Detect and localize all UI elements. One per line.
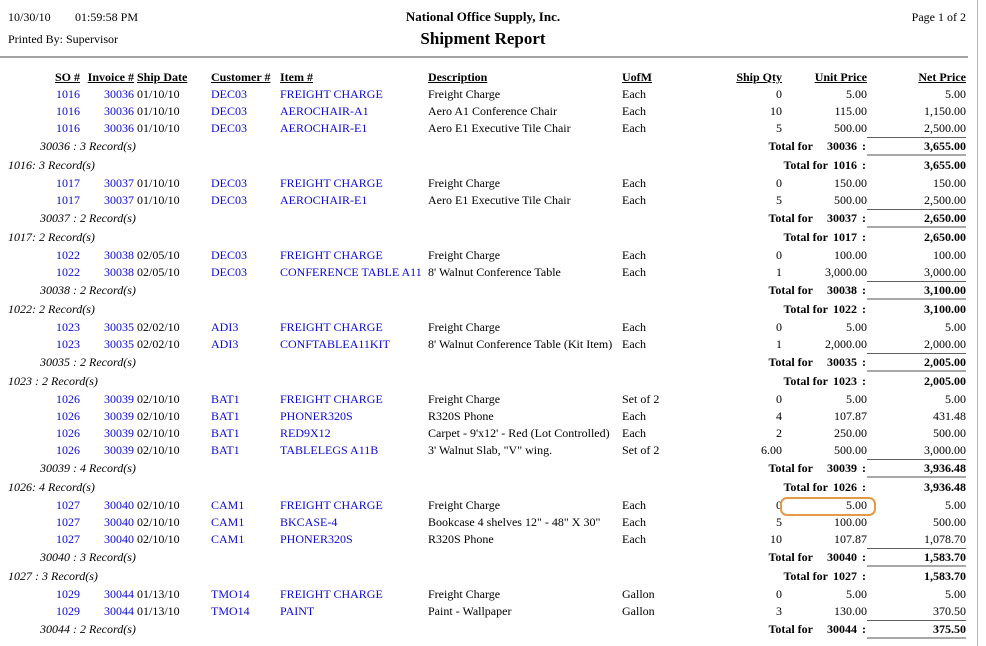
page-indicator: Page 1 of 2 [911,10,966,24]
ship-qty: 6.00 [761,443,782,457]
total-value: 3,936.48 [924,480,966,494]
report-table [0,70,966,639]
item-link[interactable]: FREIGHT CHARGE [280,87,383,101]
so-link[interactable]: 1022 [56,248,80,262]
table-row [0,86,966,103]
ship-qty: 2 [776,426,782,440]
record-count-label: 30036 : 3 Record(s) [40,139,136,153]
ship-qty: 0 [776,498,782,512]
record-count-label: 30038 : 2 Record(s) [40,283,136,297]
table-row [0,586,966,603]
table-row [0,319,966,336]
group-total-row [0,548,966,567]
table-row [0,336,966,353]
ship-date: 01/13/10 [137,604,180,618]
invoice-link[interactable]: 30037 [104,193,134,207]
so-link[interactable]: 1016 [56,87,80,101]
description: Freight Charge [428,587,501,601]
ship-date: 01/13/10 [137,587,180,601]
net-price: 5.00 [945,587,966,601]
table-row [0,442,966,459]
group-total-row [0,281,966,300]
uofm: Set of 2 [622,443,660,457]
description: Aero E1 Executive Tile Chair [428,193,571,207]
description: R320S Phone [428,409,494,423]
description: Freight Charge [428,248,501,262]
so-link[interactable]: 1022 [56,265,80,279]
ship-date: 01/10/10 [137,121,180,135]
customer-link[interactable]: DEC03 [211,176,247,190]
total-value: 2,005.00 [924,374,966,388]
record-count-label: 1022: 2 Record(s) [8,302,95,316]
net-price: 370.50 [933,604,966,618]
net-price: 3,000.00 [924,443,966,457]
table-row [0,603,966,620]
total-label: Total for 1027 : [783,569,866,583]
customer-link[interactable]: CAM1 [211,515,245,529]
item-link[interactable]: FREIGHT CHARGE [280,176,383,190]
description: Freight Charge [428,392,501,406]
item-link[interactable]: AEROCHAIR-E1 [280,121,368,135]
item-link[interactable]: TABLELEGS A11B [280,443,379,457]
page-edge-line [977,0,978,646]
so-link[interactable]: 1017 [56,176,80,190]
unit-price: 115.00 [834,104,867,118]
description: Freight Charge [428,320,501,334]
ship-date: 02/05/10 [137,248,180,262]
total-value: 3,655.00 [867,137,966,156]
description: R320S Phone [428,532,494,546]
record-count-label: 30040 : 3 Record(s) [40,550,136,564]
group-total-row [0,137,966,156]
ship-qty: 0 [776,87,782,101]
unit-price: 3,000.00 [825,265,867,279]
ship-qty: 0 [776,176,782,190]
group-total-row [0,567,966,586]
description: Freight Charge [428,87,501,101]
unit-price: 2,000.00 [825,337,867,351]
total-value: 3,100.00 [867,281,966,300]
unit-price: 100.00 [834,248,867,262]
total-value: 375.50 [867,620,966,639]
column-header-item: Item # [280,70,313,84]
ship-date: 02/05/10 [137,265,180,279]
invoice-link[interactable]: 30044 [104,587,134,601]
group-total-row [0,372,966,391]
unit-price: 130.00 [834,604,867,618]
net-price: 500.00 [933,515,966,529]
customer-link[interactable]: ADI3 [211,320,239,334]
total-label: Total for 1022 : [783,302,866,316]
total-value: 3,936.48 [867,459,966,478]
report-title: Shipment Report [420,29,546,48]
invoice-link[interactable]: 30040 [104,532,134,546]
total-value: 3,100.00 [924,302,966,316]
net-price: 1,078.70 [924,532,966,546]
column-header-shipqty: Ship Qty [736,70,782,84]
uofm: Each [622,121,646,135]
customer-link[interactable]: TMO14 [211,587,250,601]
invoice-link[interactable]: 30036 [104,87,134,101]
total-label: Total for 1016 : [783,158,866,172]
so-link[interactable]: 1023 [56,337,80,351]
column-header-invoice: Invoice # [87,70,134,84]
total-label: Total for 30044 : [768,622,866,636]
record-count-label: 30037 : 2 Record(s) [40,211,136,225]
group-total-row [0,459,966,478]
print-time: 01:59:58 PM [75,10,139,24]
ship-date: 02/10/10 [137,443,180,457]
ship-qty: 1 [776,265,782,279]
customer-link[interactable]: DEC03 [211,193,247,207]
unit-price: 5.00 [846,87,867,101]
ship-date: 01/10/10 [137,176,180,190]
item-link[interactable]: FREIGHT CHARGE [280,320,383,334]
customer-link[interactable]: DEC03 [211,104,247,118]
uofm: Each [622,320,646,334]
uofm: Each [622,337,646,351]
description: Freight Charge [428,176,501,190]
ship-date: 02/10/10 [137,532,180,546]
item-link[interactable]: FREIGHT CHARGE [280,587,383,601]
group-total-row [0,620,966,639]
ship-qty: 5 [776,193,782,207]
unit-price: 5.00 [846,587,867,601]
ship-qty: 0 [776,248,782,262]
customer-link[interactable]: ADI3 [211,337,239,351]
invoice-link[interactable]: 30035 [104,320,134,334]
net-price: 2,500.00 [924,121,966,135]
description: 8' Walnut Conference Table (Kit Item) [428,337,613,351]
table-row [0,175,966,192]
unit-price: 150.00 [834,176,867,190]
item-link[interactable]: RED9X12 [280,426,331,440]
invoice-link[interactable]: 30039 [104,392,134,406]
invoice-link[interactable]: 30044 [104,604,134,618]
total-value: 3,655.00 [924,158,966,172]
ship-qty: 0 [776,320,782,334]
table-row [0,514,966,531]
ship-qty: 1 [776,337,782,351]
group-total-row [0,300,966,319]
ship-date: 02/10/10 [137,409,180,423]
description: Paint - Wallpaper [428,604,512,618]
unit-price: 500.00 [834,443,867,457]
net-price: 100.00 [933,248,966,262]
total-label: Total for 30036 : [768,139,866,153]
net-price: 150.00 [933,176,966,190]
ship-date: 02/02/10 [137,320,180,334]
uofm: Each [622,498,646,512]
unit-price: 100.00 [834,515,867,529]
column-header-row [0,70,966,86]
invoice-link[interactable]: 30038 [104,265,134,279]
total-value: 2,650.00 [867,209,966,228]
ship-qty: 0 [776,392,782,406]
table-row [0,264,966,281]
ship-date: 02/10/10 [137,426,180,440]
uofm: Each [622,193,646,207]
total-label: Total for 30035 : [768,355,866,369]
table-row [0,408,966,425]
so-link[interactable]: 1023 [56,320,80,334]
invoice-link[interactable]: 30038 [104,248,134,262]
group-total-row [0,156,966,175]
uofm: Gallon [622,587,655,601]
description: Freight Charge [428,498,501,512]
ship-date: 01/10/10 [137,87,180,101]
item-link[interactable]: PHONER320S [280,532,353,546]
group-total-row [0,353,966,372]
total-label: Total for 30039 : [768,461,866,475]
group-total-row [0,228,966,247]
column-header-description: Description [428,70,488,84]
item-link[interactable]: PHONER320S [280,409,353,423]
item-link[interactable]: FREIGHT CHARGE [280,392,383,406]
customer-link[interactable]: BAT1 [211,409,240,423]
customer-link[interactable]: TMO14 [211,604,250,618]
unit-price: 107.87 [834,409,867,423]
invoice-link[interactable]: 30036 [104,121,134,135]
record-count-label: 1017: 2 Record(s) [8,230,95,244]
ship-date: 02/10/10 [137,498,180,512]
ship-date: 01/10/10 [137,104,180,118]
column-header-netprice: Net Price [918,70,966,84]
ship-date: 02/10/10 [137,392,180,406]
net-price: 5.00 [945,320,966,334]
unit-price: 500.00 [834,193,867,207]
so-link[interactable]: 1026 [56,443,80,457]
so-link[interactable]: 1029 [56,587,80,601]
net-price: 5.00 [945,87,966,101]
net-price: 3,000.00 [924,265,966,279]
item-link[interactable]: CONFERENCE TABLE A11 [280,265,422,279]
customer-link[interactable]: CAM1 [211,498,245,512]
customer-link[interactable]: DEC03 [211,87,247,101]
customer-link[interactable]: BAT1 [211,443,240,457]
record-count-label: 1026: 4 Record(s) [8,480,95,494]
unit-price: 5.00 [846,392,867,406]
so-link[interactable]: 1027 [56,498,80,512]
net-price: 1,150.00 [924,104,966,118]
company-name: National Office Supply, Inc. [405,9,561,24]
so-link[interactable]: 1027 [56,532,80,546]
customer-link[interactable]: DEC03 [211,248,247,262]
description: 3' Walnut Slab, "V" wing. [428,443,553,457]
ship-qty: 4 [776,409,782,423]
uofm: Each [622,104,646,118]
customer-link[interactable]: DEC03 [211,121,247,135]
ship-qty: 10 [770,532,782,546]
uofm: Each [622,426,646,440]
ship-qty: 5 [776,515,782,529]
so-link[interactable]: 1016 [56,121,80,135]
so-link[interactable]: 1027 [56,515,80,529]
invoice-link[interactable]: 30040 [104,498,134,512]
customer-link[interactable]: BAT1 [211,426,240,440]
customer-link[interactable]: BAT1 [211,392,240,406]
item-link[interactable]: AEROCHAIR-A1 [280,104,369,118]
so-link[interactable]: 1017 [56,193,80,207]
so-link[interactable]: 1026 [56,409,80,423]
net-price: 2,000.00 [924,337,966,351]
unit-price: 5.00 [846,498,867,512]
item-link[interactable]: BKCASE-4 [280,515,338,529]
description: Carpet - 9'x12' - Red (Lot Controlled) [428,426,610,440]
total-label: Total for 30038 : [768,283,866,297]
column-header-shipdate: Ship Date [137,70,188,84]
table-row [0,497,966,514]
uofm: Each [622,532,646,546]
printed-by: Printed By: Supervisor [8,32,118,46]
record-count-label: 1016: 3 Record(s) [8,158,95,172]
invoice-link[interactable]: 30039 [104,443,134,457]
item-link[interactable]: FREIGHT CHARGE [280,498,383,512]
item-link[interactable]: PAINT [280,604,315,618]
invoice-link[interactable]: 30035 [104,337,134,351]
item-link[interactable]: FREIGHT CHARGE [280,248,383,262]
ship-qty: 5 [776,121,782,135]
ship-qty: 3 [776,604,782,618]
item-link[interactable]: AEROCHAIR-E1 [280,193,368,207]
uofm: Each [622,176,646,190]
table-row [0,120,966,137]
record-count-label: 30035 : 2 Record(s) [40,355,136,369]
description: Aero A1 Conference Chair [428,104,557,118]
net-price: 500.00 [933,426,966,440]
uofm: Each [622,515,646,529]
unit-price: 5.00 [846,320,867,334]
table-row [0,192,966,209]
record-count-label: 1027 : 3 Record(s) [8,569,98,583]
print-date: 10/30/10 [8,10,51,24]
column-header-customer: Customer # [211,70,271,84]
table-row [0,103,966,120]
invoice-link[interactable]: 30040 [104,515,134,529]
ship-date: 02/10/10 [137,515,180,529]
net-price: 5.00 [945,498,966,512]
net-price: 5.00 [945,392,966,406]
header-divider [0,56,968,58]
total-label: Total for 30037 : [768,211,866,225]
uofm: Set of 2 [622,392,660,406]
invoice-link[interactable]: 30036 [104,104,134,118]
record-count-label: 30039 : 4 Record(s) [40,461,136,475]
invoice-link[interactable]: 30037 [104,176,134,190]
total-label: Total for 1017 : [783,230,866,244]
ship-qty: 0 [776,587,782,601]
uofm: Gallon [622,604,655,618]
column-header-unitprice: Unit Price [814,70,867,84]
table-body [0,86,966,639]
table-row [0,247,966,264]
uofm: Each [622,87,646,101]
ship-date: 02/02/10 [137,337,180,351]
unit-price: 107.87 [834,532,867,546]
so-link[interactable]: 1029 [56,604,80,618]
customer-link[interactable]: DEC03 [211,265,247,279]
description: Aero E1 Executive Tile Chair [428,121,571,135]
unit-price: 500.00 [834,121,867,135]
description: Bookcase 4 shelves 12" - 48" X 30" [428,515,601,529]
record-count-label: 30044 : 2 Record(s) [40,622,136,636]
uofm: Each [622,409,646,423]
column-header-uofm: UofM [622,70,652,84]
item-link[interactable]: CONFTABLEA11KIT [280,337,390,351]
ship-date: 01/10/10 [137,193,180,207]
unit-price: 250.00 [834,426,867,440]
total-label: Total for 30040 : [768,550,866,564]
total-label: Total for 1026 : [783,480,866,494]
so-link[interactable]: 1016 [56,104,80,118]
uofm: Each [622,248,646,262]
invoice-link[interactable]: 30039 [104,409,134,423]
so-link[interactable]: 1026 [56,426,80,440]
total-value: 2,005.00 [867,353,966,372]
so-link[interactable]: 1026 [56,392,80,406]
description: 8' Walnut Conference Table [428,265,561,279]
total-value: 2,650.00 [924,230,966,244]
total-value: 1,583.70 [867,548,966,567]
table-row [0,425,966,442]
group-total-row [0,478,966,497]
group-total-row [0,209,966,228]
ship-qty: 10 [770,104,782,118]
table-row [0,391,966,408]
uofm: Each [622,265,646,279]
net-price: 431.48 [933,409,966,423]
record-count-label: 1023 : 2 Record(s) [8,374,98,388]
column-header-so: SO # [54,70,80,84]
customer-link[interactable]: CAM1 [211,532,245,546]
invoice-link[interactable]: 30039 [104,426,134,440]
net-price: 2,500.00 [924,193,966,207]
total-label: Total for 1023 : [783,374,866,388]
table-row [0,531,966,548]
total-value: 1,583.70 [924,569,966,583]
